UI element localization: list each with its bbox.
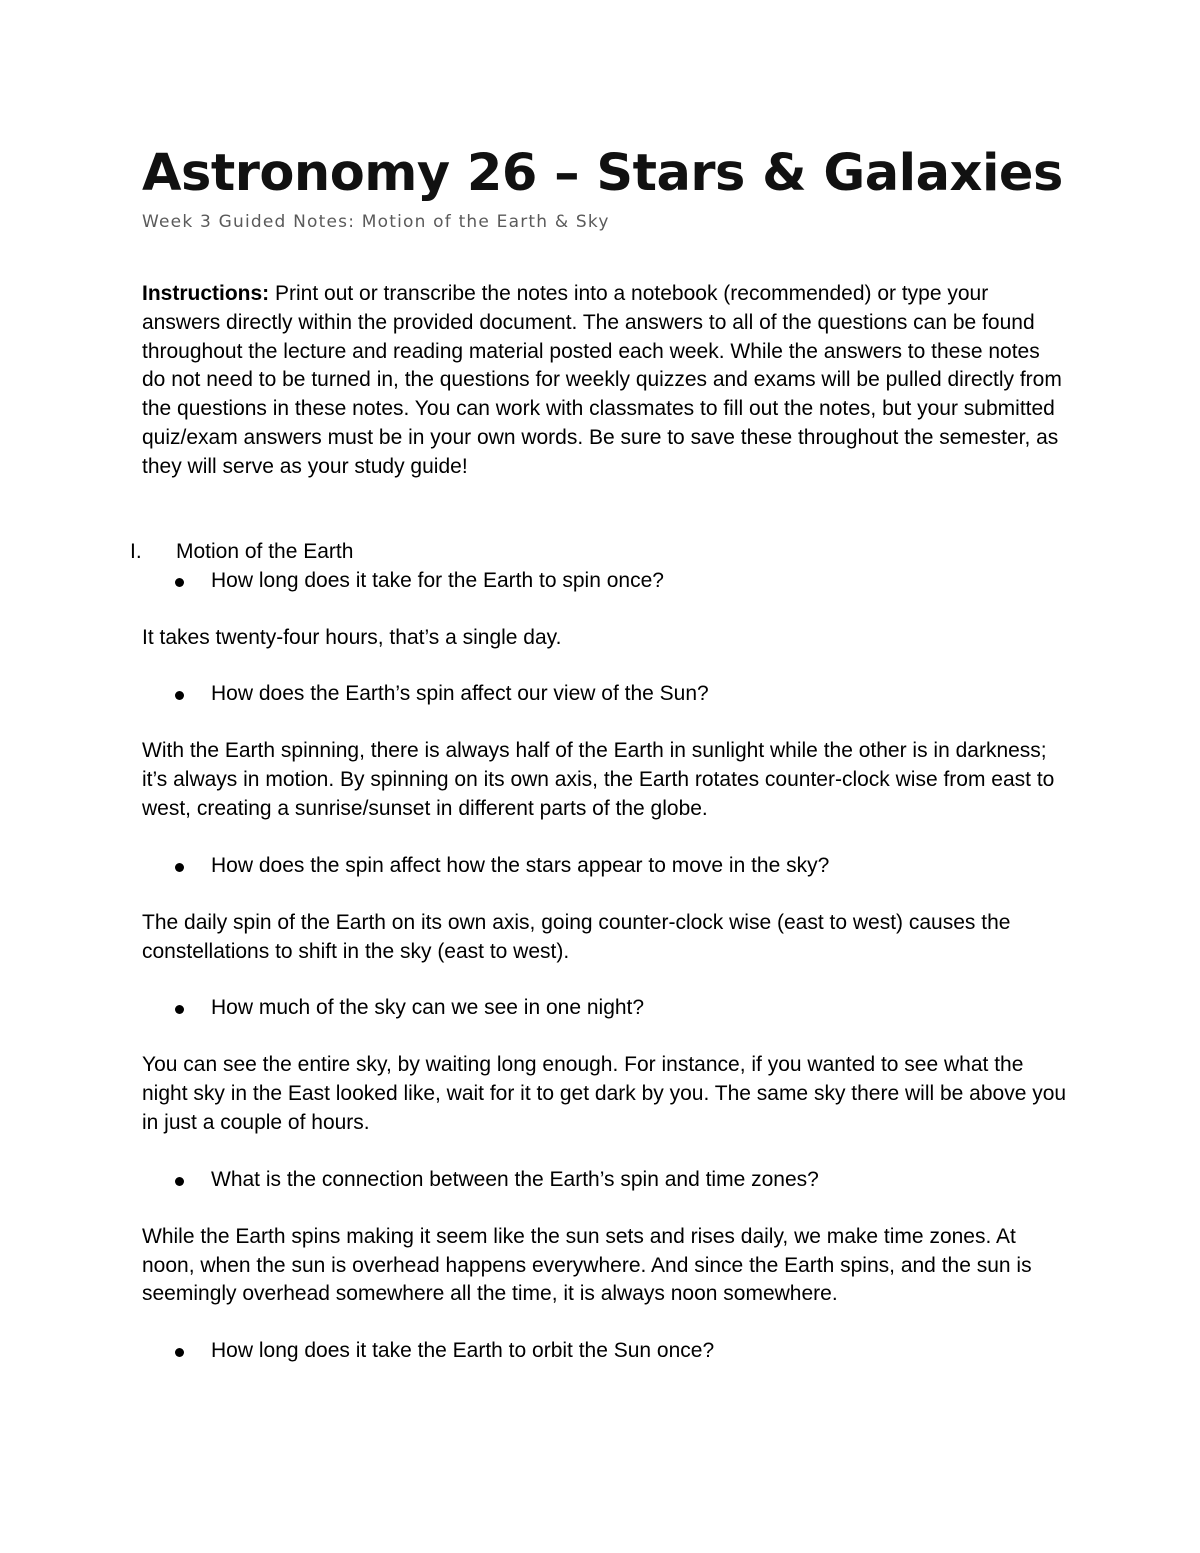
question-text: What is the connection between the Earth’s spin and time zones? bbox=[211, 1167, 819, 1191]
bullet-icon bbox=[175, 1177, 184, 1186]
answer-text: The daily spin of the Earth on its own axis, going counter-clock wise (east to west) causes the constellations to shift in the sky (east to west). bbox=[142, 910, 1011, 963]
question-text: How much of the sky can we see in one night? bbox=[211, 996, 645, 1020]
question-text: How does the spin affect how the stars appear to move in the sky? bbox=[211, 853, 830, 877]
answer-text: It takes twenty-four hours, that’s a single day. bbox=[142, 625, 562, 649]
section-numeral: I. bbox=[130, 539, 142, 563]
question-text: How long does it take for the Earth to spin once? bbox=[211, 568, 664, 592]
question-item bbox=[142, 680, 1067, 709]
bullet-icon bbox=[175, 1348, 184, 1357]
question-item bbox=[142, 852, 1067, 881]
bullet-icon bbox=[175, 863, 184, 872]
instructions-paragraph bbox=[142, 280, 1067, 482]
instructions-label: Instructions: bbox=[142, 282, 270, 305]
document-title: Astronomy 26 – Stars & Galaxies bbox=[142, 144, 1063, 203]
question-item bbox=[142, 1166, 1067, 1195]
section-title: Motion of the Earth bbox=[176, 539, 354, 563]
question-item bbox=[142, 1337, 1067, 1366]
bullet-icon bbox=[175, 691, 184, 700]
question-item bbox=[142, 994, 1067, 1023]
qa-list bbox=[142, 567, 1067, 1367]
answer-text: While the Earth spins making it seem like the sun sets and rises daily, we make time zones. At noon, when the sun is overhead happens everywhere. And since the Earth spins, and the sun is seemingly overhead somewhere all the time, it is always noon somewhere. bbox=[142, 1224, 1032, 1306]
bullet-icon bbox=[175, 578, 184, 587]
answer-text: With the Earth spinning, there is always half of the Earth in sunlight while the other is in darkness; it’s always in motion. By spinning on its own axis, the Earth rotates counter-clock wise from east to west, creating a sunrise/sunset in different parts of the globe. bbox=[142, 739, 1055, 820]
question-text: How does the Earth’s spin affect our view of the Sun? bbox=[211, 682, 709, 706]
question-item bbox=[142, 567, 1067, 596]
document-page bbox=[130, 138, 1067, 1394]
instructions-text: Print out or transcribe the notes into a notebook (recommended) or type your answers directly within the provided document. The answers to all of the questions can be found throughout the lecture and reading material posted each week. While the answers to these notes do not need to be turned in, the questions for weekly quizzes and exams will be pulled directly from the questions in these notes. You can work with classmates to fill out the notes, but your submitted quiz/exam answers must be in your own words. Be sure to save these throughout the semester, as they will serve as your study guide! bbox=[142, 282, 1062, 478]
question-text: How long does it take the Earth to orbit the Sun once? bbox=[211, 1339, 715, 1363]
section-heading bbox=[130, 538, 1067, 567]
bullet-icon bbox=[175, 1005, 184, 1014]
document-subtitle: Week 3 Guided Notes: Motion of the Earth & Sky bbox=[142, 212, 610, 232]
answer-text: You can see the entire sky, by waiting long enough. For instance, if you wanted to see what the night sky in the East looked like, wait for it to get dark by you. The same sky there will be above you in just a couple of hours. bbox=[142, 1053, 1067, 1134]
